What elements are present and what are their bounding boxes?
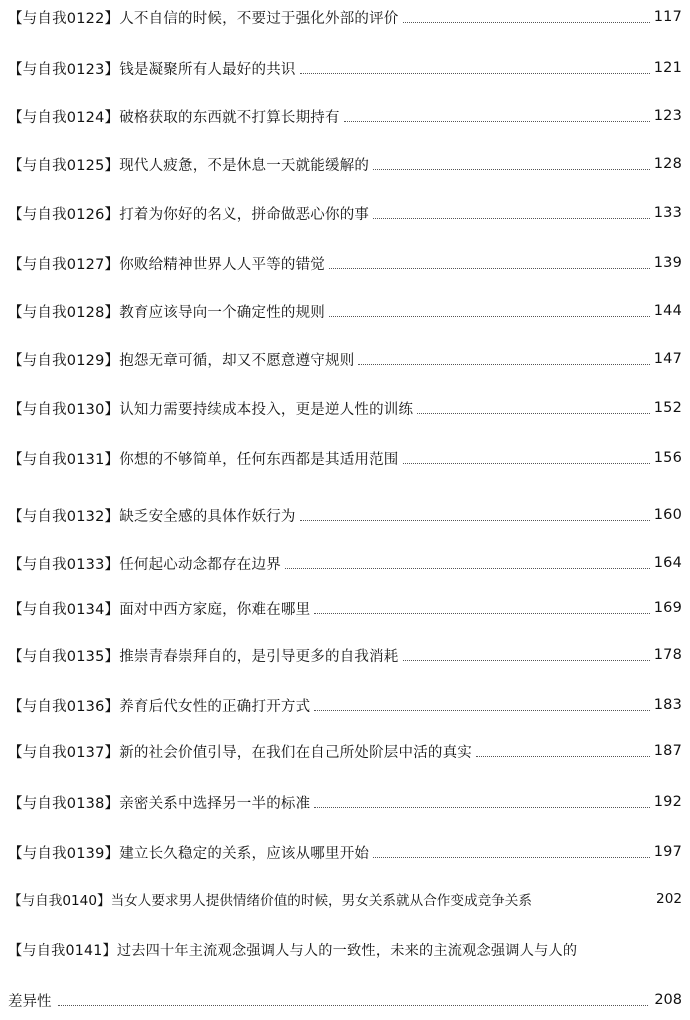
toc-entry-page: 183	[653, 697, 682, 713]
toc-entry-page: 144	[653, 303, 682, 319]
toc-entry-title: 【与自我0127】你败给精神世界人人平等的错觉	[8, 256, 325, 273]
toc-entry-0140[interactable]	[8, 886, 682, 912]
toc-entry-0125[interactable]	[8, 151, 682, 177]
toc-entry-title: 【与自我0138】亲密关系中选择另一半的标准	[8, 795, 311, 812]
toc-entry-page: 164	[653, 555, 682, 571]
dot-leader	[285, 567, 650, 569]
toc-entry-page: 139	[653, 255, 682, 271]
toc-entry-page: 197	[653, 844, 682, 860]
dot-leader	[536, 904, 652, 905]
toc-entry-title: 【与自我0135】推崇青春崇拜自的，是引导更多的自我消耗	[8, 648, 399, 665]
toc-entry-page: 123	[653, 108, 682, 124]
dot-leader	[373, 856, 650, 858]
toc-entry-title: 【与自我0123】钱是凝聚所有人最好的共识	[8, 61, 296, 78]
toc-entry-page: 208	[654, 992, 682, 1008]
dot-leader	[58, 1004, 649, 1006]
dot-leader	[344, 120, 650, 122]
toc-entry-0138[interactable]	[8, 789, 682, 815]
toc-entry-title: 【与自我0140】当女人要求男人提供情绪价值的时候，男女关系就从合作变成竞争关系	[8, 893, 532, 909]
dot-leader	[314, 612, 649, 614]
toc-entry-title: 差异性	[8, 993, 52, 1010]
toc-entry-title: 【与自我0131】你想的不够简单，任何东西都是其适用范围	[8, 451, 399, 468]
toc-entry-0122[interactable]	[8, 4, 682, 30]
toc-entry-title: 【与自我0139】建立长久稳定的关系，应该从哪里开始	[8, 845, 370, 862]
dot-leader	[581, 955, 652, 956]
toc-entry-page: 178	[653, 647, 682, 663]
toc-entry-page: 147	[653, 351, 682, 367]
toc-entry-0141[interactable]	[8, 937, 682, 963]
toc-entry-page: 156	[653, 450, 682, 466]
toc-entry-title: 【与自我0126】打着为你好的名义，拼命做恶心你的事	[8, 206, 370, 223]
toc-entry-0131[interactable]	[8, 445, 682, 471]
dot-leader	[358, 363, 649, 365]
toc-entry-0130[interactable]	[8, 395, 682, 421]
toc-entry-page: 202	[656, 891, 682, 907]
toc-entry-0123[interactable]	[8, 55, 682, 81]
toc-entry-page: 152	[653, 400, 682, 416]
toc-entry-0127[interactable]	[8, 250, 682, 276]
toc-entry-0141-continuation[interactable]	[8, 987, 682, 1013]
toc-entry-page: 117	[653, 9, 682, 25]
toc-entry-title: 【与自我0125】现代人疲惫，不是休息一天就能缓解的	[8, 157, 370, 174]
toc-entry-page: 187	[653, 743, 682, 759]
toc-entry-title: 【与自我0124】破格获取的东西就不打算长期持有	[8, 109, 340, 126]
toc-entry-page: 121	[653, 60, 682, 76]
toc-entry-0137[interactable]	[8, 738, 682, 764]
toc-entry-title: 【与自我0141】过去四十年主流观念强调人与人的一致性，未来的主流观念强调人与人的	[8, 943, 578, 959]
dot-leader	[403, 462, 650, 464]
toc-entry-title: 【与自我0129】抱怨无章可循，却又不愿意遵守规则	[8, 352, 355, 369]
dot-leader	[403, 659, 650, 661]
toc-entry-title: 【与自我0128】教育应该导向一个确定性的规则	[8, 304, 325, 321]
toc-entry-title: 【与自我0133】任何起心动念都存在边界	[8, 556, 281, 573]
toc-entry-0134[interactable]	[8, 595, 682, 621]
toc-entry-title: 【与自我0134】面对中西方家庭，你难在哪里	[8, 601, 311, 618]
dot-leader	[329, 267, 650, 269]
dot-leader	[373, 168, 650, 170]
dot-leader	[417, 412, 650, 414]
toc-entry-0129[interactable]	[8, 346, 682, 372]
toc-entry-title: 【与自我0122】人不自信的时候，不要过于强化外部的评价	[8, 10, 399, 27]
dot-leader	[329, 315, 650, 317]
toc-entry-0126[interactable]	[8, 200, 682, 226]
toc-entry-title: 【与自我0136】养育后代女性的正确打开方式	[8, 698, 311, 715]
toc-entry-title: 【与自我0130】认知力需要持续成本投入，更是逆人性的训练	[8, 401, 414, 418]
toc-entry-title: 【与自我0137】新的社会价值引导，在我们在自己所处阶层中活的真实	[8, 744, 472, 761]
dot-leader	[476, 755, 650, 757]
toc-entry-0124[interactable]	[8, 103, 682, 129]
table-of-contents	[8, 0, 682, 1020]
dot-leader	[300, 519, 650, 521]
dot-leader	[314, 709, 649, 711]
toc-entry-page: 192	[653, 794, 682, 810]
dot-leader	[300, 72, 650, 74]
dot-leader	[403, 21, 650, 23]
toc-entry-0132[interactable]	[8, 502, 682, 528]
toc-entry-0136[interactable]	[8, 692, 682, 718]
toc-entry-0135[interactable]	[8, 642, 682, 668]
toc-entry-title: 【与自我0132】缺乏安全感的具体作妖行为	[8, 508, 296, 525]
dot-leader	[373, 217, 650, 219]
toc-entry-page: 160	[653, 507, 682, 523]
toc-entry-page: 128	[653, 156, 682, 172]
dot-leader	[314, 806, 649, 808]
toc-entry-0139[interactable]	[8, 839, 682, 865]
toc-entry-0128[interactable]	[8, 298, 682, 324]
toc-entry-page: 133	[653, 205, 682, 221]
toc-entry-page: 169	[653, 600, 682, 616]
toc-entry-0133[interactable]	[8, 550, 682, 576]
